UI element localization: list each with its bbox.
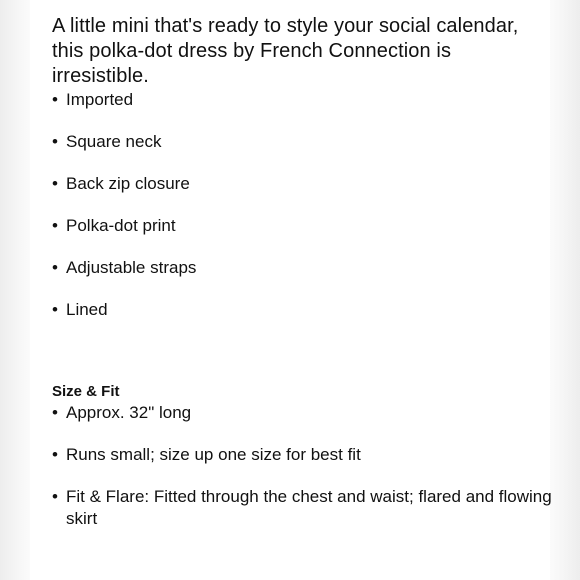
list-item: • Adjustable straps — [52, 258, 197, 277]
feature-list — [52, 89, 552, 321]
bullet-icon: • — [52, 445, 58, 464]
list-item: • Back zip closure — [52, 174, 190, 193]
bullet-icon: • — [52, 403, 58, 422]
size-fit-heading: Size & Fit — [52, 383, 120, 400]
size-fit-list — [52, 402, 552, 530]
bullet-icon: • — [52, 132, 58, 151]
list-item: • Polka-dot print — [52, 216, 176, 235]
left-edge-shadow — [0, 0, 30, 580]
list-item: • Lined — [52, 300, 108, 319]
list-item: • Square neck — [52, 132, 162, 151]
bullet-icon: • — [52, 258, 58, 277]
bullet-icon: • — [52, 300, 58, 319]
list-item: • Imported — [52, 90, 134, 109]
bullet-icon: • — [52, 90, 58, 109]
list-item: • Runs small; size up one size for best fit — [52, 445, 361, 464]
bullet-icon: • — [52, 487, 58, 506]
bullet-icon: • — [52, 216, 58, 235]
product-description — [52, 14, 552, 550]
right-edge-shadow — [550, 0, 580, 580]
description-intro: A little mini that's ready to style your social calendar, this polka-dot dress by French Connection is irresistible. — [52, 15, 519, 87]
list-item: • Fit & Flare: Fitted through the chest and waist; flared and flowing skirt — [52, 487, 552, 528]
list-item: • Approx. 32" long — [52, 403, 192, 422]
bullet-icon: • — [52, 174, 58, 193]
